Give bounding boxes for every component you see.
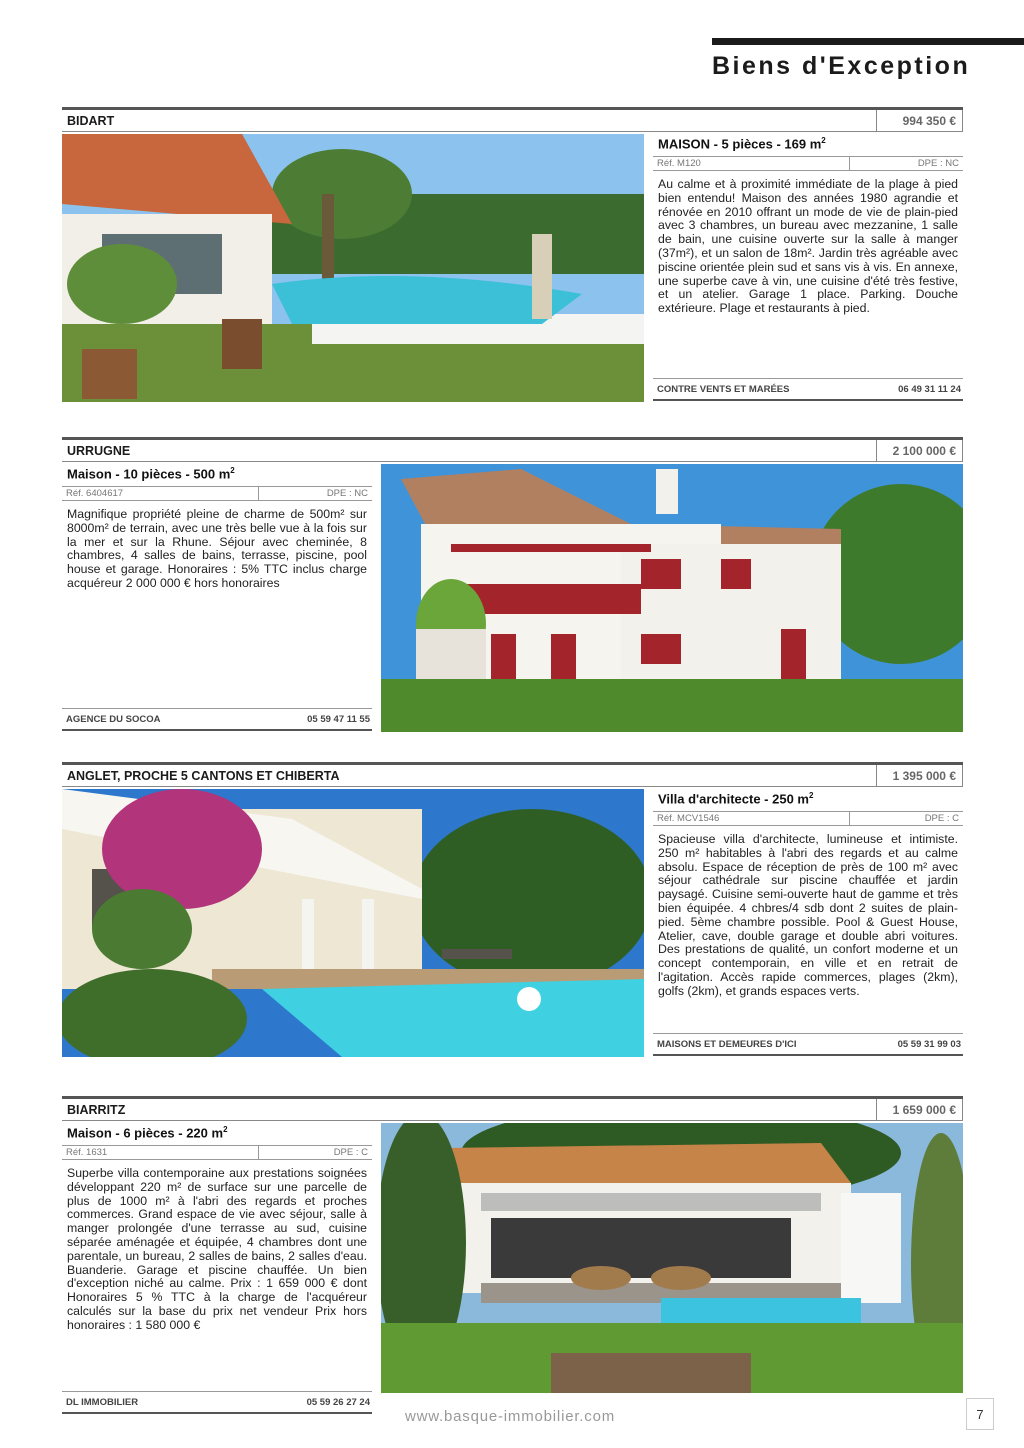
listing-price: 994 350 € bbox=[876, 110, 963, 132]
dpe-rating: DPE : C bbox=[333, 1147, 368, 1158]
agency-phone: 05 59 31 99 03 bbox=[897, 1039, 961, 1050]
agency-phone: 06 49 31 11 24 bbox=[898, 384, 961, 395]
description: Magnifique propriété pleine de charme de 500m² sur 8000m² de terrain, avec une très belle vue à la fois sur la mer et sur la Rhune. Séjour avec cheminée, 8 chambres, 4 salles de bains, terrasse, piscine, pool house et garage. Honoraires : 5% TTC inclus charge acquéreur 2 000 000 € hors honoraires bbox=[67, 507, 367, 590]
page-number: 7 bbox=[966, 1398, 994, 1430]
listing-city: URRUGNE bbox=[62, 440, 876, 462]
property-type: Maison - 10 pièces - 500 $m^2$ bbox=[67, 466, 235, 482]
listing-biarritz bbox=[62, 1096, 963, 1408]
listing-city: BIARRITZ bbox=[62, 1099, 876, 1121]
reference: Réf. M120 bbox=[657, 158, 701, 169]
agency-name: AGENCE DU SOCOA bbox=[66, 714, 161, 725]
house-photo-biarritz bbox=[381, 1123, 963, 1393]
page-title: Biens d'Exception bbox=[712, 52, 971, 80]
header-bar bbox=[712, 38, 1024, 45]
listing-city: ANGLET, PROCHE 5 CANTONS ET CHIBERTA bbox=[62, 765, 876, 787]
agency-phone: 05 59 47 11 55 bbox=[307, 714, 370, 725]
listing-info bbox=[653, 134, 963, 404]
dpe-rating: DPE : NC bbox=[917, 158, 959, 169]
reference: Réf. MCV1546 bbox=[657, 813, 720, 824]
house-photo-bidart bbox=[62, 134, 644, 402]
listing-anglet bbox=[62, 762, 963, 1062]
listing-city: BIDART bbox=[62, 110, 876, 132]
listing-urrugne bbox=[62, 437, 963, 737]
ref-row bbox=[653, 811, 963, 826]
ref-divider bbox=[849, 157, 850, 170]
ref-row bbox=[653, 156, 963, 171]
listing-info bbox=[653, 789, 963, 1059]
ref-row bbox=[62, 1145, 372, 1160]
description: Superbe villa contemporaine aux prestations soignées développant 220 m² de surface sur une parcelle de plus de 1000 m² à l'abri des regards et proches commerces. Grand espace de vie avec séjour, salle à manger prolongée d'une terrasse au sud, cuisine séparée aménagée et équipée, 4 chambres dont une parentale, un bureau, 2 salles de bains, 2 salles d'eau. Buanderie. Garage et piscine chauffée. Un bien d'exception niché au calme. Prix : 1 659 000 € dont Honoraires 5 % TTC à la charge de l'acquéreur calculés sur la base du prix net vendeur Prix hors honoraires : 1 580 000 € bbox=[67, 1166, 367, 1332]
ref-divider bbox=[258, 487, 259, 500]
property-type: Maison - 6 pièces - 220 $m^2$ bbox=[67, 1125, 228, 1141]
listing-info bbox=[62, 464, 372, 734]
property-type: Villa d'architecte - 250 $m^2$ bbox=[658, 791, 814, 807]
reference: Réf. 6404617 bbox=[66, 488, 124, 499]
listing-bidart bbox=[62, 107, 963, 407]
ref-divider bbox=[849, 812, 850, 825]
website-url: www.basque-immobilier.com bbox=[404, 1408, 616, 1425]
property-type: MAISON - 5 pièces - 169 $m^2$ bbox=[658, 136, 826, 152]
dpe-rating: DPE : NC bbox=[326, 488, 368, 499]
agency-row bbox=[62, 1391, 372, 1414]
listing-price: 2 100 000 € bbox=[876, 440, 963, 462]
dpe-rating: DPE : C bbox=[924, 813, 959, 824]
house-photo-urrugne bbox=[381, 464, 963, 732]
agency-row bbox=[653, 378, 963, 401]
listing-price: 1 659 000 € bbox=[876, 1099, 963, 1121]
agency-name: DL IMMOBILIER bbox=[66, 1397, 139, 1408]
agency-row bbox=[62, 708, 372, 731]
reference: Réf. 1631 bbox=[66, 1147, 108, 1158]
agency-phone: 05 59 26 27 24 bbox=[306, 1397, 370, 1408]
agency-name: MAISONS ET DEMEURES D'ICI bbox=[657, 1039, 797, 1050]
ref-divider bbox=[258, 1146, 259, 1159]
description: Au calme et à proximité immédiate de la plage à pied bien entendu! Maison des années 1980 agrandie et rénovée en 2010 offrant un mode de vie de plain-pied avec 3 chambres, un bureau avec mezzanine, 1 salle de bain, une cuisine ouverte sur la salle à manger (37m²), et un salon de 18m². Jardin très agréable avec piscine orientée plein sud et sans vis à vis. En annexe, une superbe cave à vin, une cuisine d'été très festive, et un atelier. Garage 1 place. Parking. Douche extérieure. Plage et restaurants à pied. bbox=[658, 177, 958, 316]
ref-row bbox=[62, 486, 372, 501]
house-photo-anglet bbox=[62, 789, 644, 1057]
agency-name: CONTRE VENTS ET MARÉES bbox=[657, 384, 790, 395]
listing-price: 1 395 000 € bbox=[876, 765, 963, 787]
description: Spacieuse villa d'architecte, lumineuse et intimiste. 250 m² habitables à l'abri des regards et au calme absolu. Espace de réception de près de 100 m² avec séjour cathédrale sur piscine chauffée et jardin paysagé. Cuisine semi-ouverte haut de gamme et très bien équipée. 4 chbres/4 sdb dont 2 suites de plain-pied. 5ème chambre possible. Pool & Guest House, Atelier, cave, double garage et double abri voitures. Des prestations de qualité, un confort moderne et un concept contemporain, en ville et en retrait de l'agitation. Accès rapide commerces, plages (2km), golfs (2km), et grands espaces verts. bbox=[658, 832, 958, 998]
listing-info bbox=[62, 1123, 372, 1408]
agency-row bbox=[653, 1033, 963, 1056]
